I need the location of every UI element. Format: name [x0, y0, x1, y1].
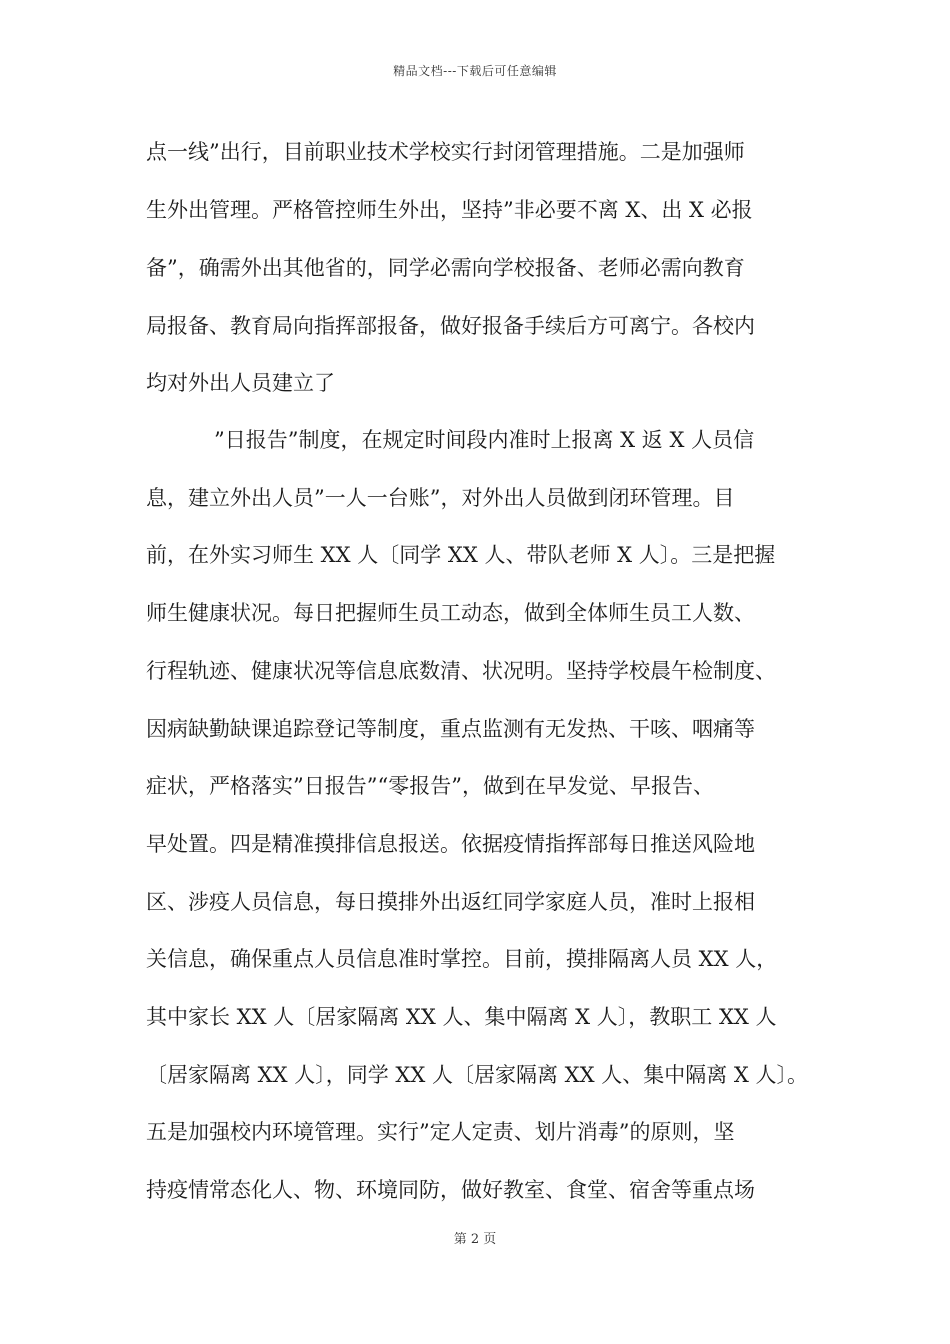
text-line: 关信息，确保重点人员信息准时掌控。目前，摸排隔离人员 XX 人， [146, 947, 778, 971]
text-line: 症状，严格落实”日报告”“零报告”，做到在早发觉、早报告、 [146, 774, 714, 798]
text-line: 息，建立外出人员”一人一台账”，对外出人员做到闭环管理。目 [146, 486, 735, 510]
text-line: 持疫情常态化人、物、环境同防，做好教室、食堂、宿舍等重点场 [146, 1178, 755, 1202]
text-line: 生外出管理。严格管控师生外出，坚持”非必要不离 X、出 X 必报 [146, 198, 753, 222]
text-line: ”日报告”制度，在规定时间段内准时上报离 X 返 X 人员信 [214, 428, 755, 452]
text-line: 行程轨迹、健康状况等信息底数清、状况明。坚持学校晨午检制度、 [146, 659, 776, 683]
text-line: 前，在外实习师生 XX 人〔同学 XX 人、带队老师 X 人〕。三是把握 [146, 543, 776, 567]
text-line: 备”，确需外出其他省的，同学必需向学校报备、老师必需向教育 [146, 256, 745, 280]
text-line: 均对外出人员建立了 [146, 371, 335, 395]
text-line: 点一线”出行，目前职业技术学校实行封闭管理措施。二是加强师 [146, 140, 745, 164]
text-line: 因病缺勤缺课追踪登记等制度，重点监测有无发热、干咳、咽痛等 [146, 717, 755, 741]
text-line: 五是加强校内环境管理。实行”定人定责、划片消毒”的原则，坚 [146, 1120, 735, 1144]
page-header: 精品文档---下载后可任意编辑 [393, 64, 557, 78]
text-line: 早处置。四是精准摸排信息报送。依据疫情指挥部每日推送风险地 [146, 832, 755, 856]
text-line: 其中家长 XX 人〔居家隔离 XX 人、集中隔离 X 人〕，教职工 XX 人 [146, 1005, 777, 1029]
page-number: 第 2 页 [453, 1232, 497, 1247]
text-line: 师生健康状况。每日把握师生员工动态，做到全体师生员工人数、 [146, 601, 755, 625]
text-line: 局报备、教育局向指挥部报备，做好报备手续后方可离宁。各校内 [146, 314, 755, 338]
text-line: 区、涉疫人员信息，每日摸排外出返红同学家庭人员，准时上报相 [146, 890, 755, 914]
text-line: 〔居家隔离 XX 人〕，同学 XX 人〔居家隔离 XX 人、集中隔离 X 人〕。 [146, 1063, 809, 1087]
